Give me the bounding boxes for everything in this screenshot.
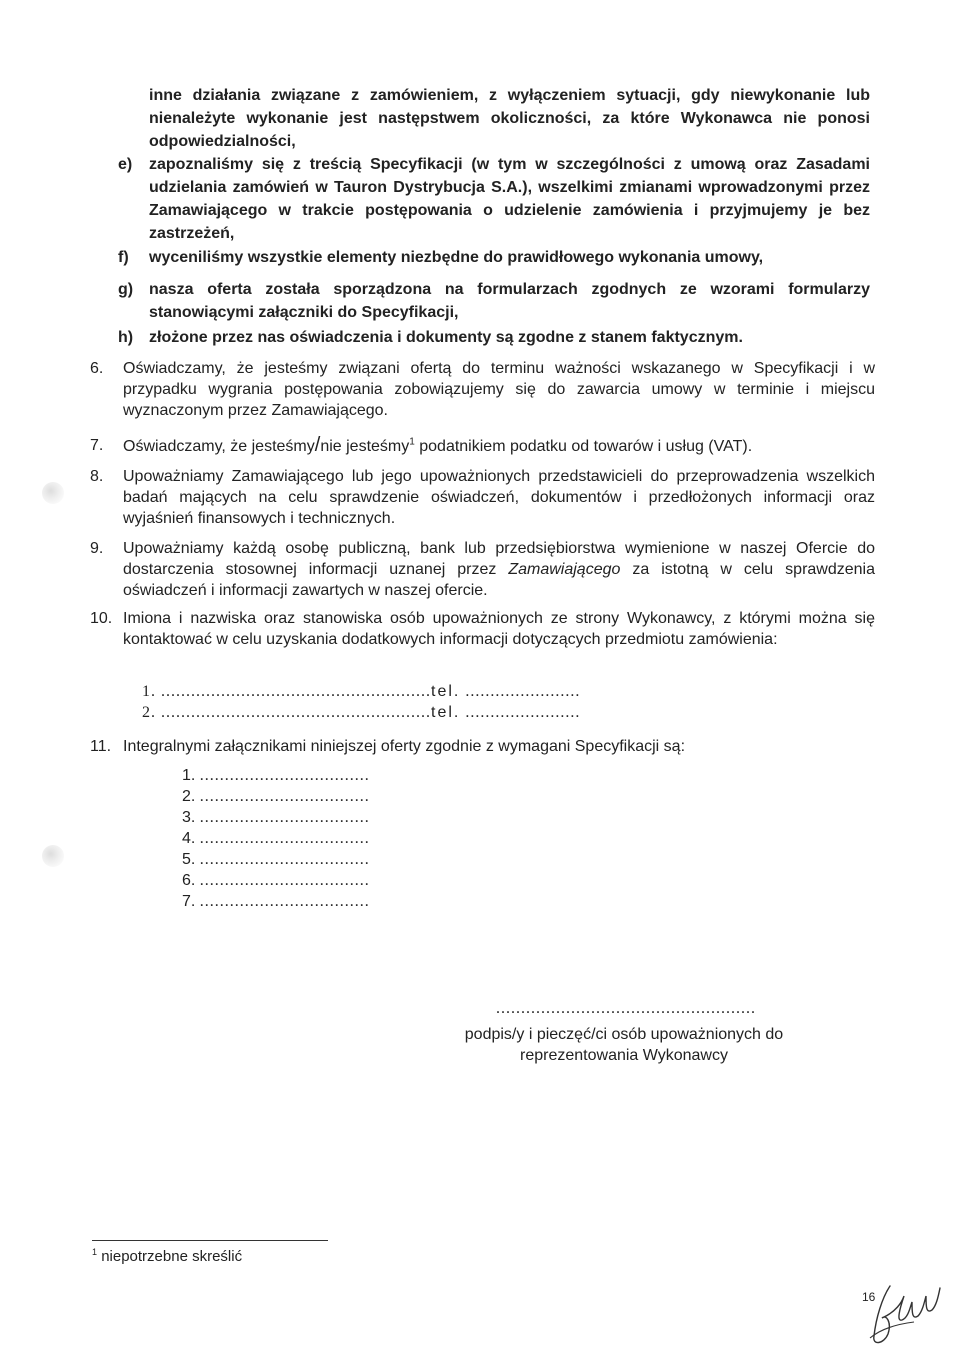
- list-label: f): [118, 249, 129, 266]
- list-item: [182, 891, 370, 912]
- list-text: wyceniliśmy wszystkie elementy niezbędne do prawidłowego wykonania umowy,: [149, 249, 764, 266]
- item-text-italic: Zamawiającego: [508, 561, 621, 578]
- item-text-part: nie jesteśmy: [320, 438, 410, 455]
- attachment-dots: ..................................: [199, 830, 370, 847]
- list-text: nasza oferta została sporządzona na formularzach zgodnych ze wzorami formularzy stanowiącymi załączniki do Specyfikacji,: [149, 281, 870, 321]
- list-item: [182, 870, 370, 891]
- item-text: [123, 435, 875, 457]
- attachment-dots: ..................................: [199, 851, 370, 868]
- tel-dots: .......................: [465, 683, 581, 700]
- item-number: 6.: [90, 360, 104, 377]
- contact-line-2: [142, 704, 580, 722]
- initials-signature: [862, 1278, 942, 1350]
- slash-mark: /: [314, 434, 321, 456]
- signature-caption-line2: reprezentowania Wykonawcy: [520, 1047, 728, 1064]
- item-text: [123, 538, 875, 601]
- footnote-text: niepotrzebne skreślić: [101, 1248, 243, 1265]
- contact-dots: ......................................................: [161, 683, 431, 700]
- list-label: h): [118, 329, 134, 346]
- footnote: [92, 1248, 242, 1265]
- attachment-dots: ..................................: [199, 893, 370, 910]
- list-text: złożone przez nas oświadczenia i dokumenty są zgodne z stanem faktycznym.: [149, 329, 743, 346]
- contact-number: 1.: [142, 683, 156, 700]
- footnote-mark: 1: [92, 1247, 98, 1257]
- list-item: [182, 786, 370, 807]
- item-text-part: Oświadczamy, że jesteśmy: [123, 438, 315, 455]
- item-text: Imiona i nazwiska oraz stanowiska osób upoważnionych ze strony Wykonawcy, z którymi można się kontaktować w celu uzyskania dodatkowych informacji dotyczących przedmiotu zamówienia:: [123, 610, 875, 648]
- signature-caption-line1: podpis/y i pieczęć/ci osób upoważnionych do: [464, 1026, 784, 1043]
- item-text: Integralnymi załącznikami niniejszej oferty zgodnie z wymagani Specyfikacji są:: [123, 738, 686, 755]
- contact-line-1: [142, 683, 580, 701]
- attachment-dots: ..................................: [199, 872, 370, 889]
- punch-hole: [42, 482, 64, 504]
- item-text: Upoważniamy Zamawiającego lub jego upoważnionych przedstawicieli do przeprowadzenia wszelkich badań mających na celu sprawdzenie oświadczeń, dokumentów i przedłożonych informacji oraz wyjaśnień finansowych i technicznych.: [123, 468, 875, 527]
- signature-dots: ....................................................: [496, 1000, 756, 1017]
- item-number: 8.: [90, 468, 104, 485]
- item-number: 10.: [90, 610, 113, 627]
- footnote-ref: 1: [409, 436, 415, 448]
- footnote-divider: [92, 1240, 328, 1241]
- list-label: g): [118, 281, 134, 298]
- tel-dots: .......................: [465, 704, 581, 721]
- attachment-number: 6.: [182, 872, 196, 889]
- attachments-list: [182, 765, 370, 912]
- contact-number: 2.: [142, 704, 156, 721]
- tel-label: tel.: [431, 683, 461, 700]
- signature-block: [386, 1000, 866, 1066]
- tel-label: tel.: [431, 704, 461, 721]
- list-item: [182, 765, 370, 786]
- continuation-paragraph: inne działania związane z zamówieniem, z wyłączeniem sytuacji, gdy niewykonanie lub nienależyte wykonanie jest następstwem okoliczności, za które Wykonawca nie ponosi odpowiedzialności,: [149, 87, 870, 150]
- attachment-number: 7.: [182, 893, 196, 910]
- item-number: 11.: [90, 738, 112, 755]
- attachment-number: 5.: [182, 851, 196, 868]
- contact-dots: ......................................................: [161, 704, 431, 721]
- punch-hole: [42, 845, 64, 867]
- item-text-part: Upoważniamy każdą osobę publiczną, bank lub przedsiębiorstwa wymienione w naszej Ofercie do dostarczenia stosownej informacji uznanej przez: [123, 540, 875, 578]
- list-item: [182, 807, 370, 828]
- attachment-dots: ..................................: [199, 767, 370, 784]
- list-item: [182, 849, 370, 870]
- item-text-part: za istotną w celu sprawdzenia oświadczeń i informacji zawartych w naszej ofercie.: [123, 561, 875, 599]
- attachment-number: 4.: [182, 830, 196, 847]
- attachment-number: 1.: [182, 767, 196, 784]
- attachment-dots: ..................................: [199, 788, 370, 805]
- attachment-number: 3.: [182, 809, 196, 826]
- list-label: e): [118, 156, 133, 173]
- attachment-number: 2.: [182, 788, 196, 805]
- item-text: Oświadczamy, że jesteśmy związani ofertą do terminu ważności wskazanego w Specyfikacji i w przypadku wygrania postępowania zobowiązujemy się do zawarcia umowy w terminie i miejscu wyznaczonym przez Zamawiającego.: [123, 360, 875, 419]
- list-item: [182, 828, 370, 849]
- list-text: zapoznaliśmy się z treścią Specyfikacji (w tym w szczególności z umową oraz Zasadami udzielania zamówień w Tauron Dystrybucja S.A.), wszelkimi zmianami wprowadzonymi przez Zamawiającego w trakcie postępowania o udzielenie zamówienia i przyjmujemy je bez zastrzeżeń,: [149, 156, 870, 242]
- item-number: 7.: [90, 437, 104, 454]
- item-number: 9.: [90, 540, 104, 557]
- page-number: 16: [862, 1290, 876, 1304]
- attachment-dots: ..................................: [199, 809, 370, 826]
- item-text-part: podatnikiem podatku od towarów i usług (VAT).: [414, 438, 753, 455]
